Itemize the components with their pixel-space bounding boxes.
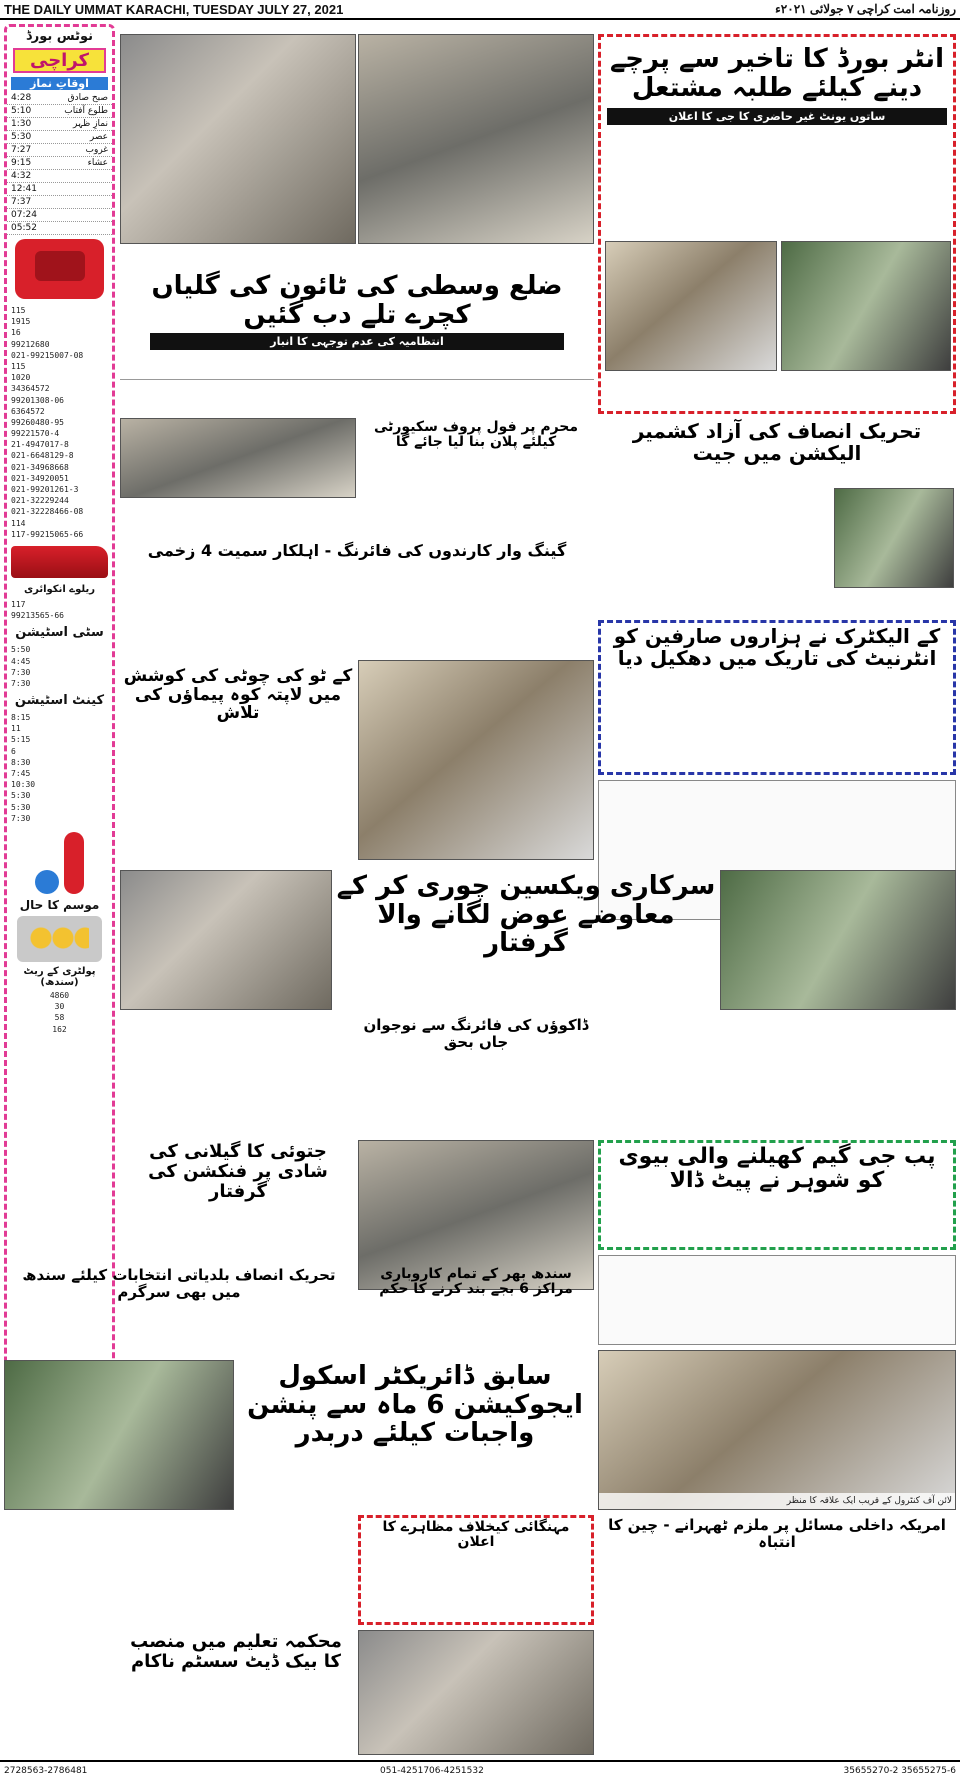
city-label: کراچی: [13, 48, 106, 73]
gang-war-headline: گینگ وار کارندوں کی فائرنگ - اہلکار سمیت 4 زخمی: [147, 541, 567, 560]
inflation-headline: مہنگائی کیخلاف مظاہرے کا اعلان: [382, 1519, 570, 1551]
k-electric-headline: کے الیکٹرک نے ہزاروں صارفین کو انٹرنیٹ کی تاریک میں دھکیل دیا: [613, 624, 941, 670]
bus-stop-photo: [358, 34, 594, 244]
inter-board-article: [598, 34, 956, 414]
weather-icons: [7, 832, 112, 898]
train-icon: [11, 546, 108, 578]
pension-headline: سابق ڈائریکٹر اسکول ایجوکیشن 6 ماہ سے پنشن واجبات کیلئے دربدر: [247, 1361, 583, 1449]
pension-article: [236, 1360, 594, 1510]
pubg-article: [598, 1140, 956, 1250]
notice-board-sidebar: [4, 24, 115, 1369]
garbage-subhead: انتظامیہ کی عدم توجہی کا انبار: [150, 333, 564, 350]
egg-rates-title: پولٹری کے ریٹ (سندھ): [23, 965, 96, 988]
gang-war-article: [120, 540, 594, 660]
time-row: 4:28 صبح صادق: [7, 92, 112, 105]
shops-close-headline: سندھ بھر کے تمام کاروباری مراکز 6 بجے بند کرنے کا حکم: [379, 1266, 573, 1298]
america-body: [598, 1552, 956, 1622]
vaccine-headline: سرکاری ویکسین چوری کر کے معاوضے عوض لگانے والا گرفتار: [336, 871, 716, 959]
kashmir-election-headline: تحریک انصاف کی آزاد کشمیر الیکشن میں جیت: [632, 419, 922, 465]
bottom-left-body: [4, 1630, 116, 1755]
kashmir-election-body: [598, 466, 828, 586]
time-row: 12:41: [7, 183, 112, 196]
time-row: 07:24: [7, 209, 112, 222]
pti-local-article: [4, 1265, 354, 1355]
security-article: [358, 418, 594, 498]
rail-enquiry: ریلوے انکوائری: [7, 582, 112, 597]
cloud-icon: [35, 870, 59, 894]
time-row: 9:15 عشاء: [7, 157, 112, 170]
misc-body: [598, 1015, 956, 1135]
bottom-right-article: [598, 1630, 956, 1755]
bathroom-body: [120, 1015, 356, 1135]
crime-scene-photo: [358, 660, 594, 860]
jatoi-headline: جتوئی کا گیلانی کی شادی پر فنکشن کی گرفتار: [148, 1141, 328, 1202]
america-headline: امریکہ داخلی مسائل پر ملزم ٹھہرانے - چین کا انتباہ: [608, 1516, 946, 1551]
tree-planting-photo: [720, 870, 956, 1010]
cantt-station-title: کینٹ اسٹیشن: [7, 691, 112, 710]
gang-war-body: [120, 562, 594, 642]
vaccination-queue-photo: [358, 1630, 594, 1755]
dacoit-body: [358, 1052, 594, 1132]
k2-headline: کے ٹو کی چوٹی کی کوشش میں لاپتہ کوہ پیماؤں کی تلاش: [123, 666, 353, 724]
kashmir-election-article: [598, 418, 956, 618]
pubg-headline: پب جی گیم کھیلنے والی بیوی کو شوہر نے پیٹ ڈالا: [618, 1144, 936, 1194]
rail-numbers: 117 99213565-66: [11, 599, 64, 621]
vaccine-article: [334, 870, 718, 1010]
garbage-photo: [120, 34, 356, 244]
time-row: 7:27 غروب: [7, 144, 112, 157]
shops-close-body: [358, 1300, 594, 1360]
cantt-station-times: 8:15 11 5:15 6 8:30 7:45 10:30 5:30 5:30 7:30: [11, 713, 36, 823]
footer-mid-phones: 051-4251706-4251532: [380, 1766, 484, 1776]
education-body: [118, 1674, 354, 1754]
inter-board-subhead: ساتوں یونٹ غیر حاضری کا جی کا اعلان: [607, 108, 947, 125]
k2-article: [120, 665, 356, 865]
prayer-times-list: [7, 92, 112, 235]
thermometer-icon: [64, 832, 84, 894]
students-photo: [781, 241, 951, 371]
dacoit-headline: ڈاکوؤں کی فائرنگ سے نوجوان جاں بحق: [363, 1016, 589, 1051]
time-row: 1:30 نمازِ ظہر: [7, 118, 112, 131]
mega-article: [598, 1255, 956, 1345]
bottom-right-body: [598, 1630, 956, 1755]
bathroom-article: [120, 1015, 356, 1135]
mega-body: [599, 1256, 955, 1345]
shops-close-article: [358, 1265, 594, 1355]
footer: [0, 1760, 960, 1780]
pubg-body: [601, 1195, 953, 1255]
inter-board-headline: انٹر بورڈ کا تاخیر سے پرچے دینے کیلئے طلبہ مشتعل: [610, 44, 944, 103]
pti-local-body: [4, 1302, 354, 1362]
k2-body: [120, 725, 356, 875]
notice-board-title: نوٹس بورڈ: [7, 27, 112, 46]
time-row: 4:32: [7, 170, 112, 183]
footer-right-phones: 35655275-6 35655270-2: [843, 1766, 956, 1776]
pti-local-headline: تحریک انصاف بلدیاتی انتخابات کیلئے سندھ میں بھی سرگرم: [22, 1266, 336, 1301]
security-body: [358, 453, 594, 503]
k-electric-article: [598, 620, 956, 775]
misc-article: [598, 1015, 956, 1135]
garbage-headline: ضلع وسطی کی ٹائون کی گلیاں کچرے تلے دب گئیں: [151, 271, 563, 330]
food-delivery-body: [4, 1515, 354, 1625]
protest-photo: [120, 870, 332, 1010]
sikh-pilgrims-photo: [4, 1360, 234, 1510]
inter-board-body: [601, 129, 953, 259]
bottom-left-article: [4, 1630, 116, 1755]
mosque-photo: [598, 1350, 956, 1510]
press-conference-photo: [834, 488, 954, 588]
time-row: 5:10 طلوع آفتاب: [7, 105, 112, 118]
time-row: 7:37: [7, 196, 112, 209]
masthead-urdu: روزنامہ امت کراچی ۷ جولائی ۲۰۲۱ء: [775, 2, 956, 16]
egg-rates-list: 4860 30 58 162: [49, 990, 70, 1034]
inflation-body: [361, 1553, 591, 1623]
egg-tray-icon: [17, 916, 102, 962]
america-article: [598, 1515, 956, 1625]
garbage-article: [120, 270, 594, 380]
prayer-times-title: اوقاتِ نماز: [11, 77, 108, 90]
footer-left-phones: 2728563-2786481: [4, 1766, 88, 1776]
k-electric-body: [601, 671, 953, 761]
shops-photo: [120, 418, 356, 498]
time-row: 05:52: [7, 222, 112, 235]
phone-number-list: 115 1915 16 99212680 021-99215007-08 115 1020 34364572 99201308-06 6364572 99260480-95 99221570-4 21-4947017-8 021-6648129-8 021-34968668 021-34920051 021-99201261-3 021-32229244 021-32228466-08 114 117-99215065-66: [11, 306, 84, 539]
weather-title: موسم کا حال: [19, 897, 100, 912]
city-station-times: 5:50 4:45 7:30 7:30: [11, 645, 31, 688]
education-article: [118, 1630, 354, 1755]
city-station-title: سٹی اسٹیشن: [7, 623, 112, 642]
exam-hall-photo: [605, 241, 777, 371]
security-headline: محرم پر فول پروف سکیورٹی کیلئے پلان بنا لیا جائے گا: [373, 419, 579, 451]
mosque-caption: لائن آف کنٹرول کے قریب ایک علاقہ کا منظر: [599, 1493, 955, 1509]
food-delivery-article: [4, 1515, 354, 1625]
garbage-body: [120, 352, 594, 392]
education-headline: محکمہ تعلیم میں منصب کا بیک ڈیٹ سسٹم ناکام: [130, 1631, 342, 1672]
dacoit-article: [358, 1015, 594, 1135]
emergency-phone-icon: [15, 239, 104, 299]
inflation-article: [358, 1515, 594, 1625]
time-row: 5:30 عصر: [7, 131, 112, 144]
masthead-english: THE DAILY UMMAT KARACHI, TUESDAY JULY 27, 2021: [4, 2, 344, 17]
masthead: [0, 0, 960, 20]
